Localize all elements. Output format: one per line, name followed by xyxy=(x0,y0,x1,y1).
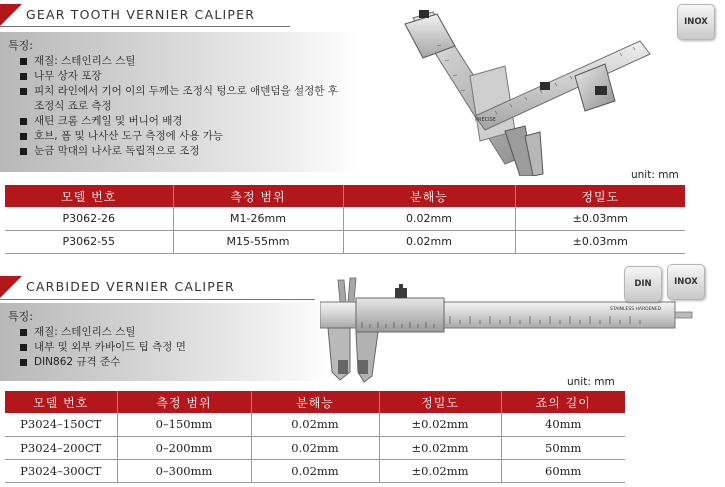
section2-title-underline xyxy=(0,299,315,300)
table-cell: P3024–150CT xyxy=(5,413,117,436)
feature-item: 나무 상자 포장 xyxy=(34,69,344,84)
table-cell: 0.02mm xyxy=(251,436,379,459)
table-cell: ±0.03mm xyxy=(515,207,685,230)
table-row xyxy=(5,207,685,230)
feature-item: DIN862 규격 준수 xyxy=(34,355,324,370)
caliper1-brand-label: PRECISE xyxy=(475,117,496,123)
caliper2-brand-label: STAINLESS HARDENED xyxy=(610,307,662,312)
bullet-square-icon xyxy=(20,359,27,366)
table-cell: 0.02mm xyxy=(251,459,379,482)
column-header: 모델 번호 xyxy=(5,391,117,413)
section2-features-title: 특징: xyxy=(8,310,33,323)
table-cell: ±0.02mm xyxy=(379,413,501,436)
table-cell: M1-26mm xyxy=(173,207,343,230)
column-header: 정밀도 xyxy=(379,391,501,413)
bullet-square-icon xyxy=(20,73,27,80)
table-cell: 50mm xyxy=(501,436,625,459)
section1-header xyxy=(0,4,300,26)
bullet-square-icon xyxy=(20,133,27,140)
bullet-square-icon xyxy=(20,118,27,125)
table-cell: M15-55mm xyxy=(173,230,343,253)
column-header: 측정 범위 xyxy=(117,391,251,413)
column-header: 측정 범위 xyxy=(173,185,343,207)
feature-item: 새틴 크롬 스케일 및 버니어 배경 xyxy=(34,114,344,129)
table-cell: ±0.02mm xyxy=(379,436,501,459)
section2-header xyxy=(0,276,300,298)
table-cell: 0.02mm xyxy=(343,207,515,230)
table-cell: 0.02mm xyxy=(343,230,515,253)
section1-features-title: 특징: xyxy=(8,39,33,52)
table-cell: P3024–200CT xyxy=(5,436,117,459)
section1-features-list xyxy=(34,54,344,159)
table-cell: 0–300mm xyxy=(117,459,251,482)
column-header: 정밀도 xyxy=(515,185,685,207)
section2-title: CARBIDED VERNIER CALIPER xyxy=(26,279,235,294)
feature-item: 내부 및 외부 카바이드 팁 측정 면 xyxy=(34,340,324,355)
column-header: 죠의 길이 xyxy=(501,391,625,413)
section1-spec-table xyxy=(5,185,685,254)
section2-unit-label: unit: mm xyxy=(567,376,615,388)
table-row xyxy=(5,436,625,459)
table-cell: P3024–300CT xyxy=(5,459,117,482)
table-header-row xyxy=(5,391,625,413)
column-header: 분해능 xyxy=(343,185,515,207)
feature-item: 피치 라인에서 기어 이의 두께는 조정식 텅으로 애덴덤을 설정한 후 조정식 죠로 측정 xyxy=(34,84,344,114)
din-badge: DIN xyxy=(624,266,662,302)
bullet-square-icon xyxy=(20,58,27,65)
table-cell: 40mm xyxy=(501,413,625,436)
bullet-square-icon xyxy=(20,148,27,155)
bullet-square-icon xyxy=(20,88,27,95)
table-cell: 60mm xyxy=(501,459,625,482)
column-header: 분해능 xyxy=(251,391,379,413)
table-cell: ±0.02mm xyxy=(379,459,501,482)
bullet-square-icon xyxy=(20,344,27,351)
section2-spec-table xyxy=(5,391,625,483)
section2-features-panel xyxy=(0,303,330,381)
section1-features-panel xyxy=(0,32,360,172)
section1-marker xyxy=(0,4,22,26)
feature-item: 눈금 막대의 나사로 독립적으로 조정 xyxy=(34,144,344,159)
section2-marker xyxy=(0,276,22,298)
gear-tooth-caliper-image xyxy=(375,6,675,176)
table-header-row xyxy=(5,185,685,207)
table-cell: P3062-55 xyxy=(5,230,173,253)
column-header: 모델 번호 xyxy=(5,185,173,207)
feature-item: 재질: 스테인리스 스틸 xyxy=(34,325,324,340)
section1-title-underline xyxy=(0,26,290,27)
feature-item: 재질: 스테인리스 스틸 xyxy=(34,54,344,69)
table-cell: 0–200mm xyxy=(117,436,251,459)
table-cell: P3062-26 xyxy=(5,207,173,230)
table-cell: 0.02mm xyxy=(251,413,379,436)
table-cell: 0–150mm xyxy=(117,413,251,436)
section2-features-list xyxy=(34,325,324,370)
section1-title: GEAR TOOTH VERNIER CALIPER xyxy=(26,7,256,22)
table-row xyxy=(5,230,685,253)
feature-item: 호브, 폼 및 나사산 도구 측정에 사용 가능 xyxy=(34,129,344,144)
table-cell: ±0.03mm xyxy=(515,230,685,253)
section1-unit-label: unit: mm xyxy=(631,169,679,181)
bullet-square-icon xyxy=(20,329,27,336)
table-row xyxy=(5,459,625,482)
inox-badge: INOX xyxy=(667,264,705,300)
inox-badge: INOX xyxy=(677,4,715,40)
table-row xyxy=(5,413,625,436)
